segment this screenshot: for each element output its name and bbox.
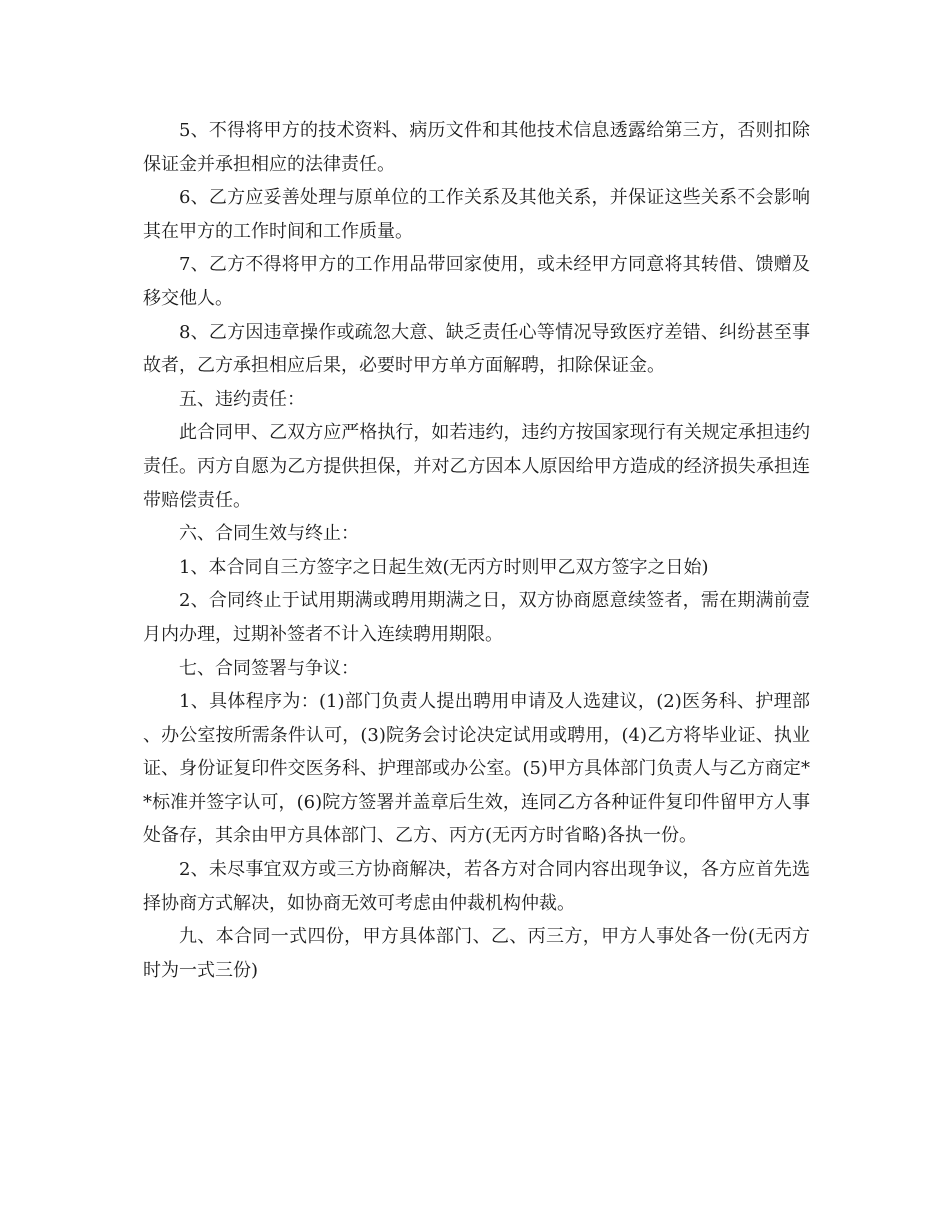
clause-paragraph: 1、具体程序为：(1)部门负责人提出聘用申请及人选建议，(2)医务科、护理部、办公室按所需条件认可，(3)院务会讨论决定试用或聘用，(4)乙方将毕业证、执业证、身份证复印件交医务科、护理部或办公室。(5)甲方具体部门负责人与乙方商定**标准并签字认可，(6)院方签署并盖章后生效，连同乙方各种证件复印件留甲方人事处备存，其余由甲方具体部门、乙方、丙方(无丙方时省略)各执一份。 <box>143 691 810 847</box>
section-heading: 五、违约责任： <box>179 388 305 410</box>
clause-paragraph: 1、本合同自三方签字之日起生效(无丙方时则甲乙双方签字之日始) <box>179 556 709 578</box>
clause-paragraph: 九、本合同一式四份，甲方具体部门、乙、丙三方，甲方人事处各一份(无丙方时为一式三份) <box>143 926 810 981</box>
document-body <box>143 114 810 987</box>
clause-paragraph: 此合同甲、乙双方应严格执行，如若违约，违约方按国家现行有关规定承担违约责任。丙方自愿为乙方提供担保，并对乙方因本人原因给甲方造成的经济损失承担连带赔偿责任。 <box>143 422 810 511</box>
section-heading: 六、合同生效与终止： <box>179 523 359 545</box>
clause-paragraph: 6、乙方应妥善处理与原单位的工作关系及其他关系，并保证这些关系不会影响其在甲方的工作时间和工作质量。 <box>143 187 810 242</box>
clause-paragraph: 2、未尽事宜双方或三方协商解决，若各方对合同内容出现争议，各方应首先选择协商方式解决，如协商无效可考虑由仲裁机构仲裁。 <box>143 859 810 914</box>
clause-paragraph: 7、乙方不得将甲方的工作用品带回家使用，或未经甲方同意将其转借、馈赠及移交他人。 <box>143 254 810 309</box>
clause-paragraph: 8、乙方因违章操作或疏忽大意、缺乏责任心等情况导致医疗差错、纠纷甚至事故者，乙方承担相应后果，必要时甲方单方面解聘，扣除保证金。 <box>143 321 810 377</box>
clause-paragraph: 2、合同终止于试用期满或聘用期满之日，双方协商愿意续签者，需在期满前壹月内办理，过期补签者不计入连续聘用期限。 <box>143 590 810 645</box>
clause-paragraph: 5、不得将甲方的技术资料、病历文件和其他技术信息透露给第三方，否则扣除保证金并承担相应的法律责任。 <box>143 120 810 175</box>
section-heading: 七、合同签署与争议： <box>179 657 359 679</box>
